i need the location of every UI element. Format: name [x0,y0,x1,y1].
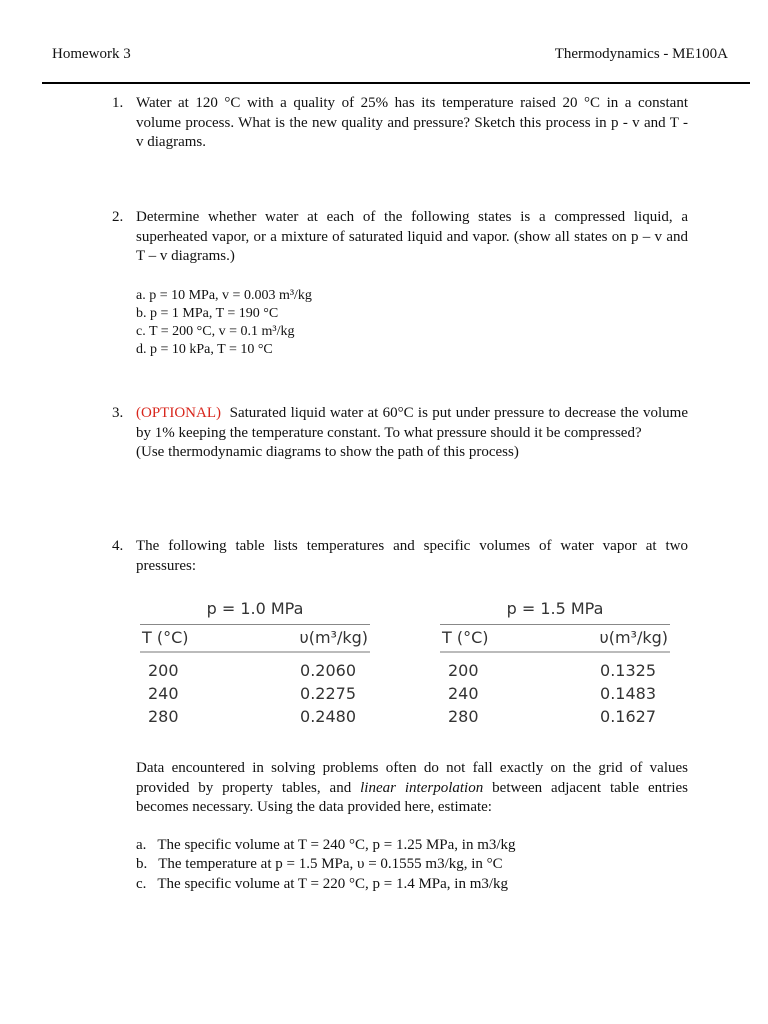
question-note: (Use thermodynamic diagrams to show the path of this process) [136,444,519,460]
temperature-cell: 240 [148,684,179,703]
question-text: Saturated liquid water at 60°C is put under pressure to decrease the volume by 1% keeping the temperature constant. To what pressure should it be compressed? [136,405,689,441]
volume-cell: 0.2060 [300,661,356,680]
temperature-column-header: T (°C) [442,628,489,647]
paragraph-italic-term: linear interpolation [360,779,484,796]
volume-cell: 0.1325 [600,661,656,680]
temperature-cell: 280 [448,707,479,726]
list-item: c. The specific volume at T = 220 °C, p = 1.4 MPa, in m3/kg [136,875,509,892]
volume-cell: 0.1483 [600,684,656,703]
volume-column-header: υ(m³/kg) [299,628,368,647]
question-4 [112,537,688,576]
table-group-1 [140,598,370,728]
pressure-header: p = 1.5 MPa [506,599,604,618]
volume-cell: 0.2480 [300,707,356,726]
header-divider [42,82,750,84]
table-row [140,682,370,705]
temperature-cell: 240 [448,684,479,703]
list-item: b. p = 1 MPa, T = 190 °C [136,305,279,321]
list-item: c. T = 200 °C, v = 0.1 m³/kg [136,323,295,339]
volume-cell: 0.2275 [300,684,356,703]
property-table [140,598,670,738]
question-2 [112,208,688,359]
question-number: 2. [112,209,124,225]
pressure-header: p = 1.0 MPa [206,599,304,618]
question-3 [112,404,688,463]
temperature-cell: 200 [148,661,179,680]
question-number: 4. [112,538,124,554]
interpolation-paragraph [136,759,688,818]
table-group-2 [440,598,670,728]
column-headers [140,625,370,651]
volume-column-header: υ(m³/kg) [599,628,668,647]
temperature-cell: 200 [448,661,479,680]
table-row [440,659,670,682]
header-course-title: Thermodynamics - ME100A [554,46,728,62]
table-row [140,705,370,728]
volume-cell: 0.1627 [600,707,656,726]
paragraph-text: between adjacent table entries becomes necessary. Using the data provided here, estimate: [136,779,688,815]
table-row [140,659,370,682]
page-header [52,46,728,68]
list-item: a. p = 10 MPa, v = 0.003 m³/kg [136,287,312,303]
question-number: 1. [112,95,124,111]
list-item: d. p = 10 kPa, T = 10 °C [136,341,273,357]
temperature-cell: 280 [148,707,179,726]
header-left-title: Homework 3 [52,46,131,62]
question-1 [112,94,688,153]
paragraph-text: Data encountered in solving problems often do not fall exactly on the grid of values provided by property tables, and [136,760,688,796]
list-item: a. The specific volume at T = 240 °C, p = 1.25 MPa, in m3/kg [136,836,516,853]
temperature-column-header: T (°C) [142,628,189,647]
question-number: 3. [112,405,124,421]
question-text: The following table lists temperatures and specific volumes of water vapor at two pressures: [136,538,688,574]
question-text: Determine whether water at each of the following states is a compressed liquid, a superheated vapor, or a mixture of saturated liquid and vapor. (show all states on p – v and T – v diagrams.) [136,209,688,264]
column-headers [440,625,670,651]
state-list [136,287,688,359]
table-row [440,682,670,705]
table-row [440,705,670,728]
question-text: Water at 120 °C with a quality of 25% has its temperature raised 20 °C in a constant volume process. What is the new quality and pressure? Sketch this process in p - v and T - v diagrams. [136,95,688,150]
interpolation-section [112,759,688,894]
list-item: b. The temperature at p = 1.5 MPa, υ = 0.1555 m3/kg, in °C [136,856,503,872]
optional-label: (OPTIONAL) [136,405,221,421]
estimate-list [136,836,688,895]
